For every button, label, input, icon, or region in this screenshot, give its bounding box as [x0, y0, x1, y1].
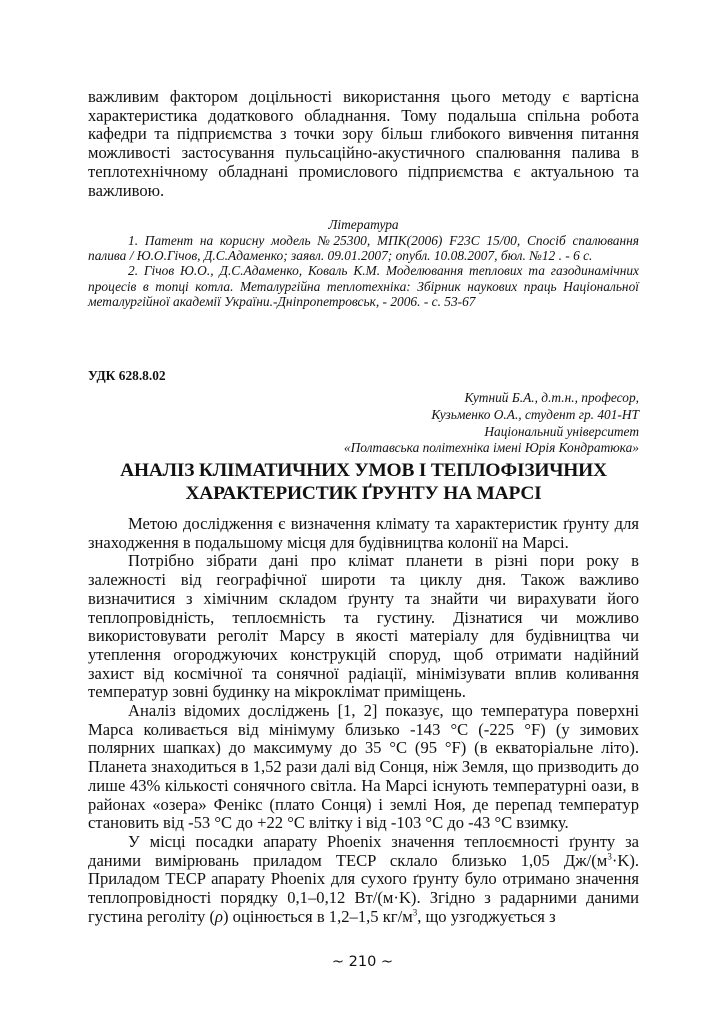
affiliation-line: «Полтавська політехніка імені Юрія Кондратюка» [343, 440, 639, 456]
reference-item: 2. Гічов Ю.О., Д.С.Адаменко, Коваль К.М. Моделювання теплових та газодинамічних процесів в топці котла. Металургійна теплотехніка: Збірник наукових праць Національної металургійної академії України.-Дніпропетровськ, - 2006. - с. 53-67 [88, 263, 639, 310]
text-span: , що узгоджується з [417, 906, 556, 926]
body-paragraph: Метою дослідження є визначення клімату та характеристик ґрунту для знаходження в подальшому місця для будівництва колонії на Марсі. [88, 514, 639, 552]
affiliation-line: Національний університет [484, 423, 639, 439]
literature-heading: Література [328, 217, 399, 233]
reference-item: 1. Патент на корисну модель №25300, МПК(2006) F23C 15/00, Спосіб спалювання палива / Ю.О.Гічов, Д.С.Адаменко; заявл. 09.01.2007; опубл. 10.08.2007, бюл. №12 . - 6 с. [88, 232, 639, 264]
author-line: Кузьменко О.А., студент гр. 401-НТ [431, 406, 639, 422]
page-number: ~ 210 ~ [331, 954, 394, 970]
text-span: ) оцінюється в 1,2–1,5 кг/м [223, 906, 413, 926]
article-title [88, 459, 639, 505]
title-line-1: АНАЛІЗ КЛІМАТИЧНИХ УМОВ І ТЕПЛОФІЗИЧНИХ [120, 460, 607, 481]
rho-symbol: ρ [215, 906, 223, 926]
body-paragraph: Потрібно зібрати дані про клімат планети в різні пори року в залежності від географічної широти та циклу дня. Також важливо визначитися з хімічним складом ґрунту та знайти чи вирахувати його теплопровідність, теплоємність та густину. Дізнатися чи можливо використовувати реголіт Марсу в якості матеріалу для будівництва чи утеплення огороджуючих конструкцій споруд, щоб отримати надійний захист від космічної та сонячної радіації, мінімізувати вплив коливання температур зовні будинку на мікроклімат приміщень. [88, 551, 639, 702]
udk-code: УДК 628.8.02 [88, 368, 166, 383]
text-span: ·K). Приладом TECP апарату Phoenix для сухого ґрунту було отримано значення теплопровідності порядку 0,1–0,12 Вт/(м·K). Згідно з радарними даними густина реголіту ( [88, 850, 639, 926]
superscript: 3 [412, 907, 418, 918]
body-paragraph: Аналіз відомих досліджень [1, 2] показує, що температура поверхні Марса коливається від мінімуму близько -143 °C (-225 °F) (у зимових полярних шапках) до максимуму до 35 °C (95 °F) (в екваторіальне літо). Планета знаходиться в 1,52 рази далі від Сонця, ніж Земля, що призводить до лише 43% кількості сонячного світла. На Марсі існують температурні оази, в районах «озера» Фенікс (плато Сонця) і землі Ноя, де перепад температур становить від -53 °C до +22 °C влітку і від -103 °C до -43 °C взимку. [88, 701, 639, 833]
article-body [88, 515, 639, 926]
page-content [88, 87, 639, 926]
title-line-2: ХАРАКТЕРИСТИК ҐРУНТУ НА МАРСІ [185, 483, 542, 504]
author-block [344, 390, 639, 457]
superscript: 3 [607, 851, 612, 862]
intro-paragraph: важливим фактором доцільності використання цього методу є вартісна характеристика додаткового обладнання. Тому подальша спільна робота кафедри та підприємства з точки зору більш глибокого вивчення питання можливості застосування пульсаційно-акустичного спалювання палива в теплотехнічному обладнані промислового підприємства є актуальною та важливою. [88, 87, 639, 200]
text-span: У місці посадки апарату Phoenix значення теплоємності ґрунту за даними вимірювань приладом TECP склало близько 1,05 Дж/(м [88, 831, 639, 870]
body-paragraph-last [88, 833, 639, 927]
author-line: Кутний Б.А., д.т.н., професор, [464, 390, 639, 405]
